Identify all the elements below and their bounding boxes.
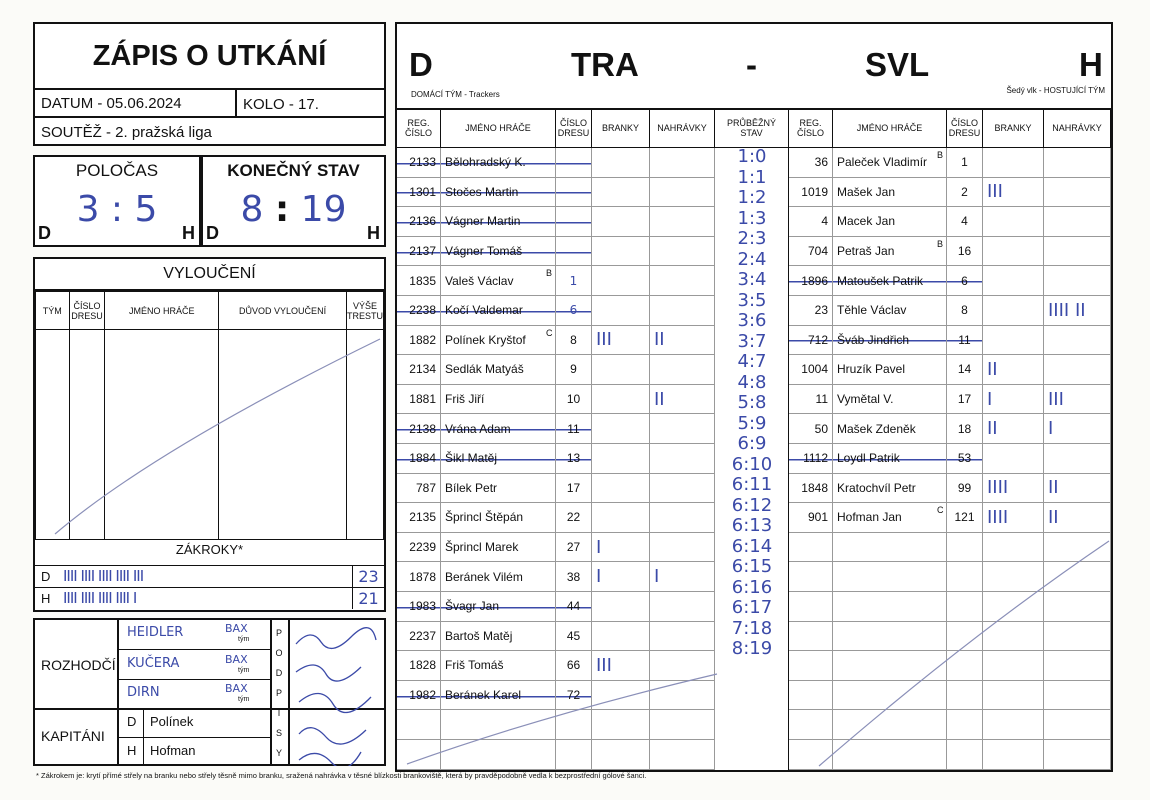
away-reg-3: 704 — [789, 237, 833, 267]
match-round: KOLO - 17. — [235, 90, 319, 118]
away-reg-12: 901 — [789, 503, 833, 533]
home-goals-14: I — [592, 562, 650, 592]
away-assists-5: IIII II — [1044, 296, 1111, 326]
footnote: * Zákrokem je: krytí přímé střely na branku nebo střely těsně mimo branku, sražená nahrávka v těsné blízkosti brankoviště, která by pravděpodobně vedla k bezprostřední gólové šanci. — [36, 771, 647, 780]
away-name-8: Vymětal V. — [833, 385, 947, 415]
home-goals-4 — [592, 266, 650, 296]
home-goals-5 — [592, 296, 650, 326]
home-goals-7 — [592, 355, 650, 385]
away-goals-11: IIII — [983, 474, 1044, 504]
away-reg-1: 1019 — [789, 178, 833, 208]
home-name-4: Valeš Václav — [441, 266, 556, 296]
penalties-strike-line — [35, 329, 384, 539]
home-name-0: Bělohradský K. — [441, 148, 556, 178]
away-dress-6: 11 — [947, 326, 983, 356]
captain-home: Polínek — [150, 714, 194, 729]
away-name-1: Mašek Jan — [833, 178, 947, 208]
running-score-21: 6:16 — [731, 576, 773, 598]
running-score-3: 1:3 — [737, 207, 767, 229]
away-assists-0 — [1044, 148, 1111, 178]
pen-col-team: TÝM — [36, 292, 70, 330]
saves-home-total: 23 — [352, 566, 384, 587]
home-dress-0 — [556, 148, 592, 178]
home-assists-14: I — [650, 562, 715, 592]
home-assists-9 — [650, 414, 715, 444]
running-score-16: 6:11 — [731, 474, 773, 495]
home-goals-2 — [592, 207, 650, 237]
home-letter: D — [206, 223, 219, 243]
away-role-mark-3: B — [937, 238, 944, 249]
home-reg-12: 2135 — [397, 503, 441, 533]
home-dress-3 — [556, 237, 592, 267]
running-score-5: 2:4 — [737, 248, 767, 270]
away-reg-7: 1004 — [789, 355, 833, 385]
away-name-3: Petraš Jan — [833, 237, 947, 267]
col-header-dress: ČÍSLO DRESU — [947, 110, 983, 148]
home-assists-5 — [650, 296, 715, 326]
home-name-15: Švagr Jan — [441, 592, 556, 622]
referee-3-team: BAX — [225, 682, 248, 695]
away-name-7: Hruzík Pavel — [833, 355, 947, 385]
col-header-goals: BRANKY — [983, 110, 1044, 148]
away-name-12: Hofman Jan — [833, 503, 947, 533]
home-name-10: Šikl Matěj — [441, 444, 556, 474]
running-score-22: 6:17 — [731, 597, 773, 618]
running-score-10: 4:7 — [737, 351, 767, 372]
match-record-header — [33, 22, 386, 146]
running-score-17: 6:12 — [731, 494, 773, 516]
away-name-10: Loydl Patrik — [833, 444, 947, 474]
running-score-2: 1:2 — [737, 187, 767, 208]
home-name-5: Kočí Valdemar — [441, 296, 556, 326]
officials-box: ROZHODČÍ KAPITÁNI HEIDLER BAX tým KUČERA BAX tým DIRN BAX tým D Polínek H Hofman P O D P I S Y — [33, 618, 386, 766]
running-score-11: 4:8 — [737, 371, 767, 393]
home-dress-15: 44 — [556, 592, 592, 622]
away-assists-9: I — [1044, 414, 1111, 444]
home-reg-11: 787 — [397, 474, 441, 504]
home-dress-18: 72 — [556, 681, 592, 711]
running-score-18: 6:13 — [731, 515, 773, 536]
final-home: 8 — [240, 189, 264, 230]
away-assists-10 — [1044, 444, 1111, 474]
home-reg-9: 2138 — [397, 414, 441, 444]
league-name: SOUTĚŽ - 2. pražská liga — [41, 123, 212, 141]
home-caption: DOMÁCÍ TÝM - Trackers — [411, 90, 500, 99]
home-goals-10 — [592, 444, 650, 474]
home-reg-1: 1301 — [397, 178, 441, 208]
home-name-1: Stočes Martin — [441, 178, 556, 208]
col-header-assists: NAHRÁVKY — [650, 110, 715, 148]
home-assists-7 — [650, 355, 715, 385]
away-reg-4: 1896 — [789, 266, 833, 296]
away-name-9: Mašek Zdeněk — [833, 414, 947, 444]
score-box — [33, 155, 386, 247]
away-goals-12: IIII — [983, 503, 1044, 533]
home-dress-17: 66 — [556, 651, 592, 681]
away-assists-2 — [1044, 207, 1111, 237]
away-assists-1 — [1044, 178, 1111, 208]
away-dress-8: 17 — [947, 385, 983, 415]
away-dress-9: 18 — [947, 414, 983, 444]
saves-away-tally: IIII IIII IIII IIII I — [63, 589, 137, 607]
running-score-8: 3:6 — [737, 310, 767, 331]
running-score-15: 6:10 — [731, 453, 773, 475]
saves-home-row: D IIII IIII IIII IIII III 23 — [35, 565, 384, 587]
match-date: DATUM - 05.06.2024 — [41, 94, 182, 112]
away-dress-7: 14 — [947, 355, 983, 385]
away-letter: H — [182, 223, 195, 243]
away-reg-0: 36 — [789, 148, 833, 178]
home-reg-2: 2136 — [397, 207, 441, 237]
referees-label: ROZHODČÍ — [41, 657, 116, 673]
home-reg-0: 2133 — [397, 148, 441, 178]
running-score-13: 5:9 — [737, 412, 767, 434]
running-score-20: 6:15 — [731, 556, 773, 577]
home-code: TRA — [571, 46, 639, 83]
home-assists-13 — [650, 533, 715, 563]
col-header-name: JMÉNO HRÁČE — [833, 110, 947, 148]
home-dress-11: 17 — [556, 474, 592, 504]
running-score-23: 7:18 — [731, 617, 773, 639]
away-reg-11: 1848 — [789, 474, 833, 504]
home-goals-13: I — [592, 533, 650, 563]
captain-away: Hofman — [150, 743, 196, 758]
away-dress-0: 1 — [947, 148, 983, 178]
away-reg-5: 23 — [789, 296, 833, 326]
home-goals-9 — [592, 414, 650, 444]
running-score-9: 3:7 — [737, 330, 767, 352]
home-dress-7: 9 — [556, 355, 592, 385]
away-goals-0 — [983, 148, 1044, 178]
saves-home-tally: IIII IIII IIII IIII III — [63, 567, 144, 585]
col-header-running: PRŮBĚŽNÝ STAV — [715, 110, 789, 148]
away-reg-6: 712 — [789, 326, 833, 356]
away-dress-12: 121 — [947, 503, 983, 533]
away-dress-4: 6 — [947, 266, 983, 296]
running-score-1: 1:1 — [737, 166, 767, 188]
away-letter: H — [1079, 46, 1103, 83]
running-score-4: 2:3 — [737, 228, 767, 249]
away-name-0: Paleček Vladimír — [833, 148, 947, 178]
home-letter: D — [38, 223, 51, 243]
home-reg-4: 1835 — [397, 266, 441, 296]
home-goals-6: III — [592, 326, 650, 356]
away-reg-10: 1112 — [789, 444, 833, 474]
away-assists-6 — [1044, 326, 1111, 356]
away-caption: Šedý vlk - HOSTUJÍCÍ TÝM — [1006, 86, 1105, 95]
running-score-0: 1:0 — [737, 146, 767, 167]
away-name-2: Macek Jan — [833, 207, 947, 237]
home-assists-3 — [650, 237, 715, 267]
running-score-14: 6:9 — [737, 433, 767, 454]
referee-2-team: BAX — [225, 653, 248, 666]
halftime-home: 3 — [76, 189, 100, 230]
final-away: 19 — [300, 189, 347, 230]
home-name-11: Bílek Petr — [441, 474, 556, 504]
home-name-14: Beránek Vilém — [441, 562, 556, 592]
away-reg-8: 11 — [789, 385, 833, 415]
away-assists-7 — [1044, 355, 1111, 385]
home-reg-13: 2239 — [397, 533, 441, 563]
away-assists-12: II — [1044, 503, 1111, 533]
away-dress-3: 16 — [947, 237, 983, 267]
league-row — [35, 118, 384, 146]
pen-col-dress: ČÍSLO DRESU — [69, 292, 105, 330]
home-role-mark-6: C — [546, 327, 553, 338]
home-name-13: Šprincl Marek — [441, 533, 556, 563]
col-header-assists: NAHRÁVKY — [1044, 110, 1111, 148]
home-name-8: Friš Jiří — [441, 385, 556, 415]
captains-label: KAPITÁNI — [41, 728, 105, 744]
sheet-header — [397, 24, 1111, 110]
home-assists-2 — [650, 207, 715, 237]
home-reg-10: 1884 — [397, 444, 441, 474]
home-assists-10 — [650, 444, 715, 474]
home-letter: D — [409, 46, 433, 83]
home-assists-12 — [650, 503, 715, 533]
home-assists-11 — [650, 474, 715, 504]
final-label: KONEČNÝ STAV — [227, 161, 360, 180]
home-dress-10: 13 — [556, 444, 592, 474]
home-goals-17: III — [592, 651, 650, 681]
saves-away-total: 21 — [352, 588, 384, 609]
away-role-mark-0: B — [937, 150, 944, 160]
home-name-16: Bartoš Matěj — [441, 622, 556, 652]
away-dress-1: 2 — [947, 178, 983, 208]
away-goals-9: II — [983, 414, 1044, 444]
home-reg-16: 2237 — [397, 622, 441, 652]
home-reg-18: 1982 — [397, 681, 441, 711]
away-reg-2: 4 — [789, 207, 833, 237]
away-code: SVL — [865, 46, 930, 83]
col-header-reg: REG. ČÍSLO — [789, 110, 833, 148]
home-assists-8: II — [650, 385, 715, 415]
saves-away-row: H IIII IIII IIII IIII I 21 — [35, 587, 384, 609]
home-strike-line — [397, 624, 727, 774]
away-name-11: Kratochvíl Petr — [833, 474, 947, 504]
roster-sheet — [395, 22, 1113, 772]
away-assists-8: III — [1044, 385, 1111, 415]
home-goals-1 — [592, 178, 650, 208]
penalties-box — [33, 257, 386, 612]
referee-3-name: DIRN — [127, 685, 160, 700]
team-dash: - — [746, 46, 757, 83]
referee-2-name: KUČERA — [127, 656, 180, 671]
running-score-6: 3:4 — [737, 269, 767, 290]
home-name-12: Šprincl Štěpán — [441, 503, 556, 533]
home-goals-11 — [592, 474, 650, 504]
running-score-19: 6:14 — [731, 535, 773, 557]
home-assists-4 — [650, 266, 715, 296]
away-goals-2 — [983, 207, 1044, 237]
date-round-row — [35, 90, 384, 118]
halftime-score: POLOČAS 3 : 5 D H — [35, 157, 203, 245]
away-dress-11: 99 — [947, 474, 983, 504]
away-dress-2: 4 — [947, 207, 983, 237]
away-goals-7: II — [983, 355, 1044, 385]
home-dress-1 — [556, 178, 592, 208]
home-reg-8: 1881 — [397, 385, 441, 415]
away-dress-5: 8 — [947, 296, 983, 326]
home-dress-6: 8 — [556, 326, 592, 356]
referee-1-team: BAX — [225, 622, 248, 635]
home-dress-16: 45 — [556, 622, 592, 652]
away-goals-8: I — [983, 385, 1044, 415]
running-score-12: 5:8 — [737, 392, 767, 413]
away-assists-4 — [1044, 266, 1111, 296]
halftime-away: 5 — [134, 189, 158, 230]
final-score: KONEČNÝ STAV 8 : 19 D H — [203, 157, 384, 245]
home-name-17: Friš Tomáš — [441, 651, 556, 681]
away-goals-1: III — [983, 178, 1044, 208]
pen-col-reason: DŮVOD VYLOUČENÍ — [219, 292, 347, 330]
home-dress-9: 11 — [556, 414, 592, 444]
home-dress-2 — [556, 207, 592, 237]
away-goals-4 — [983, 266, 1044, 296]
halftime-label: POLOČAS — [75, 161, 159, 180]
home-assists-1 — [650, 178, 715, 208]
home-dress-12: 22 — [556, 503, 592, 533]
home-dress-8: 10 — [556, 385, 592, 415]
home-reg-15: 1983 — [397, 592, 441, 622]
home-dress-4: 1 — [556, 266, 592, 296]
pen-col-length: VÝŠE TRESTU — [347, 292, 384, 330]
home-dress-14: 38 — [556, 562, 592, 592]
home-assists-6: II — [650, 326, 715, 356]
col-header-dress: ČÍSLO DRESU — [556, 110, 592, 148]
home-name-9: Vrána Adam — [441, 414, 556, 444]
running-score-24: 8:19 — [731, 638, 773, 659]
away-dress-10: 53 — [947, 444, 983, 474]
away-letter: H — [367, 223, 380, 243]
signatures — [291, 622, 386, 766]
referee-1-name: HEIDLER — [127, 625, 184, 640]
away-name-5: Těhle Václav — [833, 296, 947, 326]
running-score-7: 3:5 — [737, 289, 767, 311]
home-reg-6: 1882 — [397, 326, 441, 356]
home-reg-3: 2137 — [397, 237, 441, 267]
home-dress-13: 27 — [556, 533, 592, 563]
col-header-reg: REG. ČÍSLO — [397, 110, 441, 148]
away-name-4: Matoušek Patrik — [833, 266, 947, 296]
home-reg-7: 2134 — [397, 355, 441, 385]
home-assists-15 — [650, 592, 715, 622]
page-title: ZÁPIS O UTKÁNÍ — [35, 24, 384, 90]
away-goals-5 — [983, 296, 1044, 326]
home-reg-5: 2238 — [397, 296, 441, 326]
home-dress-5: 6 — [556, 296, 592, 326]
home-name-6: Polínek Kryštof — [441, 326, 556, 356]
home-name-2: Vágner Martin — [441, 207, 556, 237]
home-name-3: Vágner Tomáš — [441, 237, 556, 267]
home-goals-8 — [592, 385, 650, 415]
away-goals-3 — [983, 237, 1044, 267]
pen-col-name: JMÉNO HRÁČE — [105, 292, 219, 330]
col-header-goals: BRANKY — [592, 110, 650, 148]
home-role-mark-4: B — [546, 268, 553, 279]
home-goals-3 — [592, 237, 650, 267]
away-assists-3 — [1044, 237, 1111, 267]
saves-title: ZÁKROKY* — [175, 542, 244, 557]
away-reg-9: 50 — [789, 414, 833, 444]
home-goals-12 — [592, 503, 650, 533]
away-role-mark-12: C — [937, 505, 944, 516]
home-reg-17: 1828 — [397, 651, 441, 681]
away-assists-11: II — [1044, 474, 1111, 504]
home-name-7: Sedlák Matyáš — [441, 355, 556, 385]
home-name-18: Beránek Karel — [441, 681, 556, 711]
away-goals-10 — [983, 444, 1044, 474]
away-goals-6 — [983, 326, 1044, 356]
col-header-name: JMÉNO HRÁČE — [441, 110, 556, 148]
home-reg-14: 1878 — [397, 562, 441, 592]
home-goals-15 — [592, 592, 650, 622]
away-name-6: Šváb Jindřich — [833, 326, 947, 356]
home-assists-0 — [650, 148, 715, 178]
away-strike-line — [789, 536, 1115, 774]
home-goals-0 — [592, 148, 650, 178]
penalties-title: VYLOUČENÍ — [35, 259, 384, 291]
